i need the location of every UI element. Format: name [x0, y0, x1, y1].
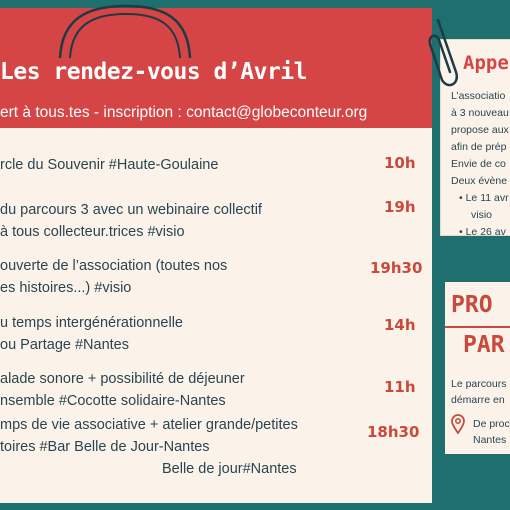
- appel-card-line: Envie de co: [451, 158, 506, 170]
- event-4-line-1: u temps intergénérationnelle: [0, 315, 183, 331]
- footer-line: Belle de jour#Nantes: [162, 461, 297, 477]
- event-6-line-1: mps de vie associative + atelier grande/petites: [0, 417, 298, 433]
- parcours-card: [445, 282, 510, 454]
- event-4-time: 14h: [384, 316, 416, 334]
- event-5-line-1: alade sonore + possibilité de déjeuner: [0, 371, 245, 387]
- appel-card-bullet-cont: visio: [471, 209, 493, 221]
- event-2-time: 19h: [384, 198, 416, 216]
- event-2-line-1: du parcours 3 avec un webinaire collectif: [0, 202, 262, 218]
- event-3-line-2: es histoires...) #visio: [0, 280, 132, 296]
- event-5-time: 11h: [384, 378, 416, 396]
- event-3-time: 19h30: [370, 259, 423, 277]
- parcours-location-line: Nantes: [473, 434, 507, 446]
- appel-card-line: à 3 nouveau: [451, 107, 509, 119]
- event-1-line: rcle du Souvenir #Haute-Goulaine: [0, 157, 219, 173]
- event-1: [0, 154, 218, 176]
- appel-card-body: [451, 88, 509, 241]
- parcours-location: [473, 416, 510, 448]
- event-4: [0, 312, 183, 356]
- agenda-subtitle: ert à tous.tes - inscription : contact@globeconteur.org: [0, 104, 368, 121]
- event-5: [0, 368, 245, 412]
- decorative-loop-icon: [58, 0, 193, 60]
- event-5-line-2: nsemble #Cocotte solidaire-Nantes: [0, 393, 226, 409]
- event-3-line-1: ouverte de l’association (toutes nos: [0, 258, 228, 274]
- event-6-time: 18h30: [367, 423, 420, 441]
- appel-card-line: Deux évène: [451, 175, 508, 187]
- event-6-line-2: toires #Bar Belle de Jour-Nantes: [0, 439, 210, 455]
- parcours-body: [451, 376, 506, 408]
- parcours-title-2: PAR: [463, 332, 505, 358]
- location-pin-icon: [451, 414, 465, 434]
- parcours-title-1: PRO: [451, 292, 493, 318]
- parcours-body-line: Le parcours: [451, 378, 507, 390]
- parcours-body-line: démarre en: [451, 394, 505, 406]
- event-6: [0, 414, 298, 458]
- paperclip-icon: [428, 14, 464, 92]
- appel-card-bullet: • Le 26 av: [459, 226, 506, 238]
- appel-card-line: propose aux: [451, 124, 509, 136]
- appel-card-line: afin de prép: [451, 141, 507, 153]
- event-2: [0, 199, 262, 243]
- event-2-line-2: à tous collecteur.trices #visio: [0, 224, 185, 240]
- parcours-divider: [445, 326, 510, 328]
- event-3: [0, 255, 227, 299]
- appel-card-bullet: • Le 11 avr: [459, 192, 509, 204]
- agenda-title: Les rendez-vous d’Avril: [0, 59, 307, 85]
- parcours-location-line: De proc: [473, 418, 510, 430]
- appel-card-title: Appe: [463, 52, 509, 74]
- event-1-time: 10h: [384, 154, 416, 172]
- appel-card-line: L’associatio: [451, 90, 506, 102]
- event-4-line-2: ou Partage #Nantes: [0, 337, 129, 353]
